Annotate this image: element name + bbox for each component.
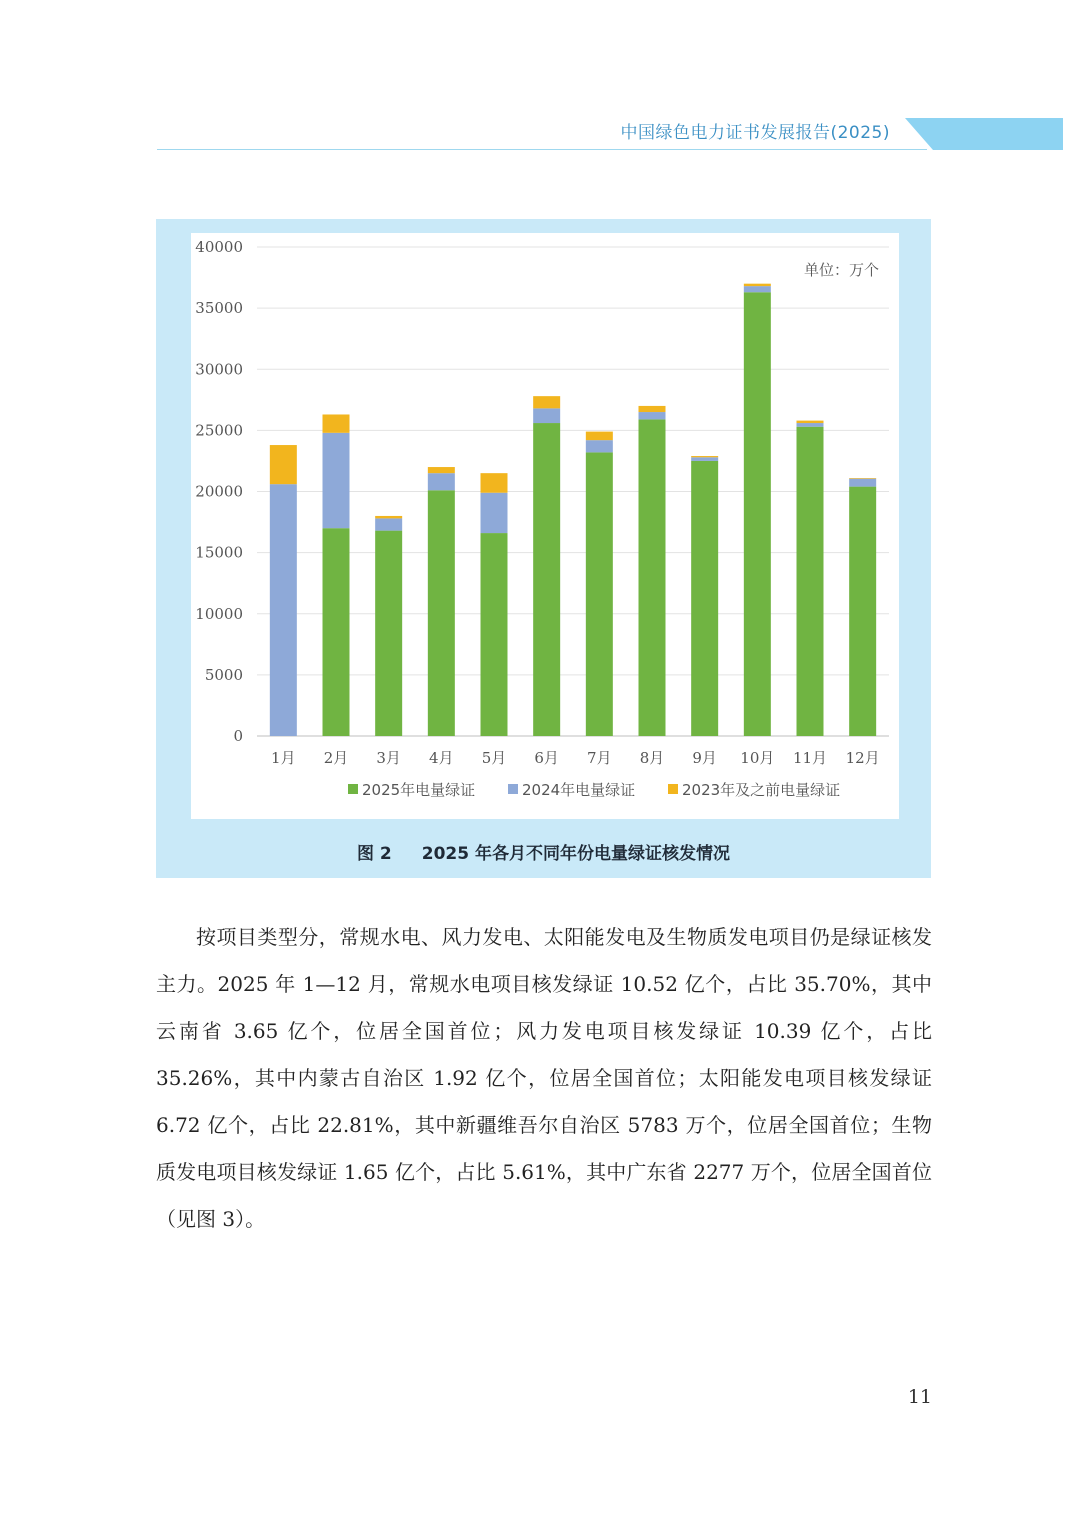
- bar-segment: [375, 531, 402, 736]
- bar-segment: [270, 484, 297, 736]
- chart-panel: [191, 233, 899, 819]
- bar-segment: [270, 445, 297, 484]
- unit-label: 单位：万个: [803, 261, 879, 279]
- bar-segment: [533, 408, 560, 423]
- bar-segment: [323, 414, 350, 432]
- bar-segment: [586, 432, 613, 441]
- bar-segment: [797, 427, 824, 736]
- figure-number: 图 2: [357, 844, 392, 864]
- stacked-bar-chart: [191, 233, 899, 819]
- bar-segment: [481, 533, 508, 736]
- bar-segment: [375, 516, 402, 518]
- x-tick-label: 8月: [639, 749, 665, 767]
- bar-segment: [849, 487, 876, 736]
- legend-swatch: [508, 784, 518, 794]
- x-tick-label: 3月: [376, 749, 401, 767]
- bar-segment: [375, 518, 402, 530]
- bar-segment: [849, 479, 876, 487]
- bar-segment: [428, 473, 455, 490]
- report-header-title: 中国绿色电力证书发展报告(2025): [620, 123, 890, 143]
- legend-label: 2025年电量绿证: [362, 781, 476, 799]
- x-tick-label: 10月: [740, 749, 775, 767]
- bar-segment: [691, 457, 718, 461]
- y-tick-label: 10000: [195, 604, 243, 623]
- legend-label: 2023年及之前电量绿证: [682, 781, 841, 799]
- x-tick-label: 6月: [534, 749, 559, 767]
- bar-segment: [428, 490, 455, 736]
- bar-segment: [691, 461, 718, 736]
- y-tick-label: 20000: [195, 482, 243, 501]
- y-tick-label: 5000: [204, 665, 243, 684]
- x-tick-label: 11月: [792, 749, 828, 767]
- bar-segment: [323, 528, 350, 736]
- bar-segment: [533, 396, 560, 408]
- page-number: 11: [907, 1386, 932, 1408]
- x-tick-label: 4月: [429, 749, 454, 767]
- bar-segment: [797, 421, 824, 423]
- x-tick-label: 2月: [323, 749, 349, 767]
- bar-segment: [639, 412, 666, 419]
- x-tick-label: 12月: [845, 749, 880, 767]
- bar-segment: [533, 423, 560, 736]
- y-tick-label: 30000: [195, 360, 243, 379]
- bar-segment: [481, 493, 508, 533]
- y-tick-label: 40000: [195, 238, 243, 256]
- bar-segment: [744, 286, 771, 292]
- bar-segment: [481, 473, 508, 493]
- header-accent-band: [905, 118, 1063, 150]
- bar-segment: [797, 423, 824, 427]
- y-tick-label: 25000: [195, 421, 243, 440]
- figure-caption: [156, 839, 931, 864]
- x-tick-label: 5月: [481, 749, 507, 767]
- legend-swatch: [668, 784, 678, 794]
- bar-segment: [849, 478, 876, 479]
- y-tick-label: 15000: [195, 543, 243, 562]
- x-tick-label: 7月: [587, 749, 612, 767]
- legend-label: 2024年电量绿证: [522, 781, 636, 799]
- bar-segment: [691, 456, 718, 457]
- bar-segment: [323, 433, 350, 528]
- legend-swatch: [348, 784, 358, 794]
- bar-segment: [744, 284, 771, 286]
- bar-segment: [586, 452, 613, 736]
- header-divider: [157, 149, 927, 150]
- figure-container: [156, 219, 931, 878]
- x-tick-label: 1月: [271, 749, 296, 767]
- x-tick-label: 9月: [692, 749, 717, 767]
- bar-segment: [428, 467, 455, 473]
- figure-caption-text: 2025 年各月不同年份电量绿证核发情况: [421, 844, 730, 864]
- bar-segment: [639, 406, 666, 412]
- bar-segment: [639, 419, 666, 736]
- y-tick-label: 0: [233, 727, 243, 745]
- body-paragraph: 按项目类型分，常规水电、风力发电、太阳能发电及生物质发电项目仍是绿证核发主力。2025 年 1—12 月，常规水电项目核发绿证 10.52 亿个，占比 35.70%，其中云南省 3.65 亿个，位居全国首位；风力发电项目核发绿证 10.39 亿个，占比 35.26%，其中内蒙古自治区 1.92 亿个，位居全国首位；太阳能发电项目核发绿证 6.72 亿个，占比 22.81%，其中新疆维吾尔自治区 5783 万个，位居全国首位；生物质发电项目核发绿证 1.65 亿个，占比 5.61%，其中广东省 2277 万个，位居全国首位（见图 3）。: [156, 925, 932, 1231]
- bar-segment: [744, 292, 771, 736]
- y-tick-label: 35000: [195, 299, 243, 318]
- bar-segment: [586, 440, 613, 452]
